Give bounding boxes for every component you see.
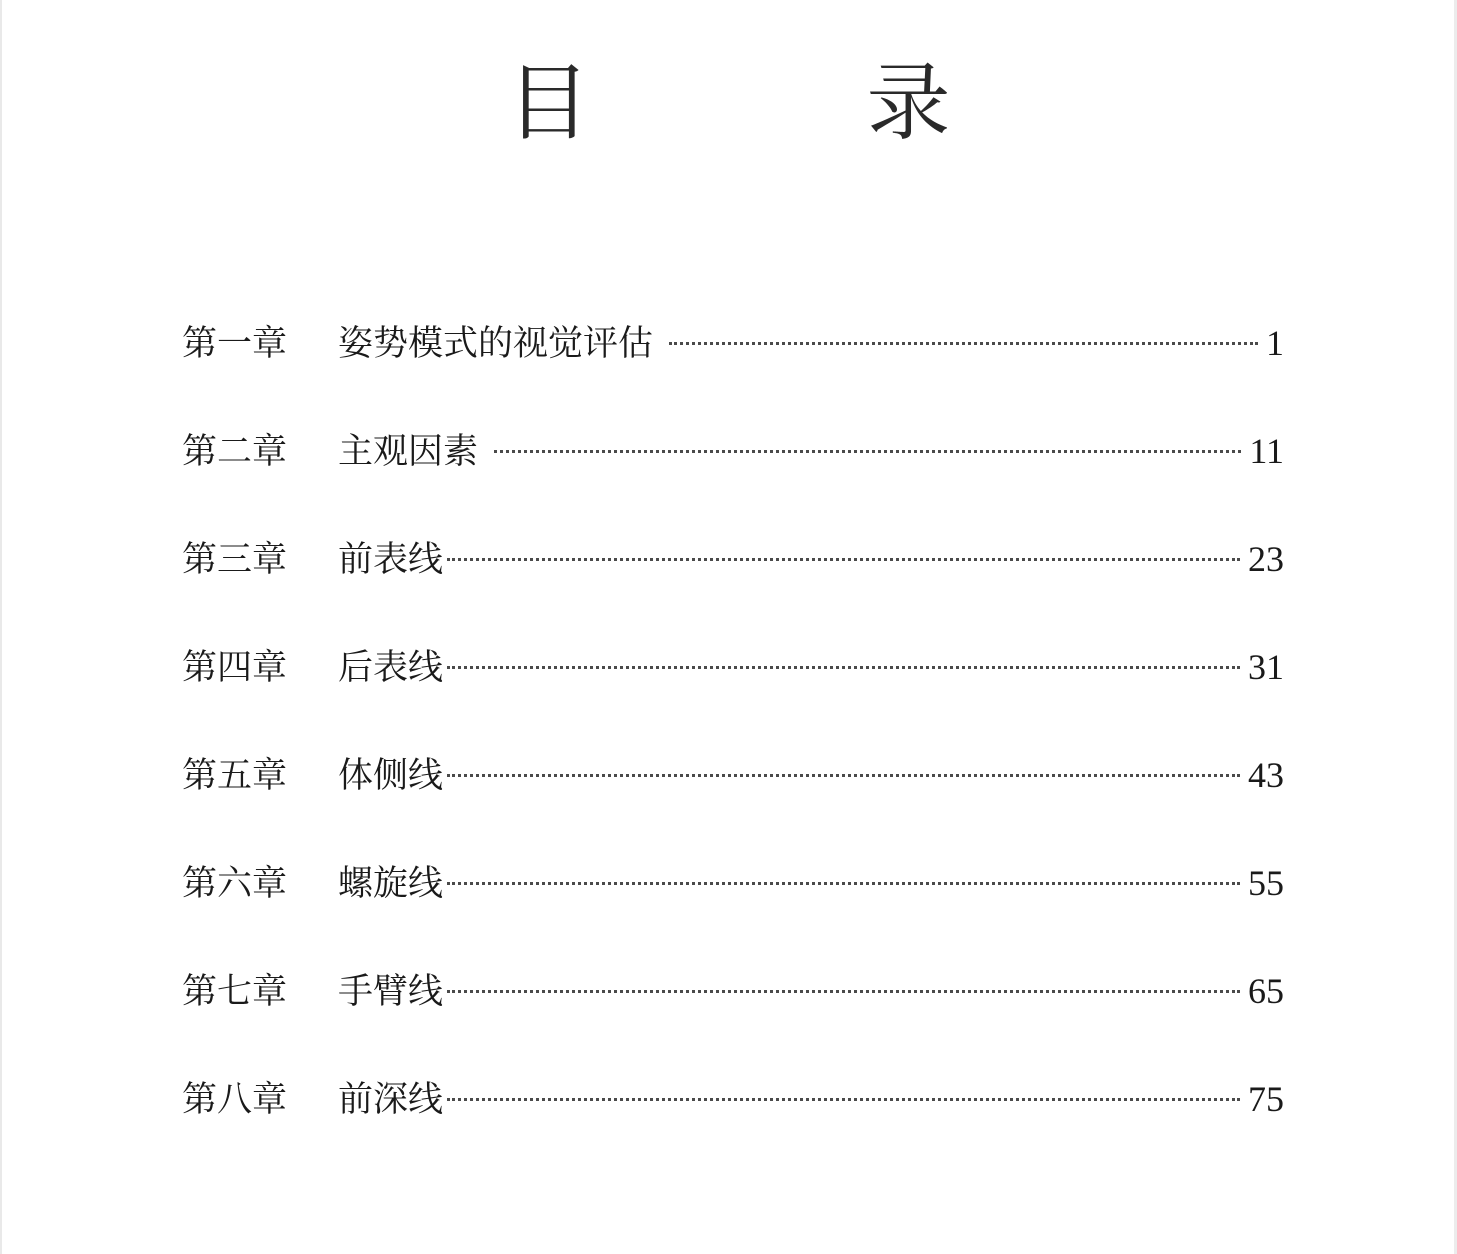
table-of-contents bbox=[182, 315, 1284, 1179]
chapter-number: 第五章 bbox=[182, 756, 288, 796]
chapter-number: 第三章 bbox=[182, 540, 288, 580]
dot-leader bbox=[447, 990, 1240, 993]
chapter-title: 姿势模式的视觉评估 bbox=[338, 324, 654, 364]
toc-entry-4[interactable] bbox=[182, 639, 1284, 747]
chapter-title: 前表线 bbox=[338, 540, 444, 580]
chapter-number: 第八章 bbox=[182, 1080, 288, 1120]
toc-entry-1[interactable] bbox=[182, 315, 1284, 423]
chapter-title: 主观因素 bbox=[338, 432, 479, 472]
page-number: 43 bbox=[1248, 755, 1284, 795]
page-number: 65 bbox=[1248, 971, 1284, 1011]
page-number: 75 bbox=[1248, 1079, 1284, 1119]
toc-entry-2[interactable] bbox=[182, 423, 1284, 531]
chapter-title: 后表线 bbox=[338, 648, 444, 688]
dot-leader bbox=[447, 666, 1240, 669]
dot-leader bbox=[447, 1098, 1240, 1101]
toc-entry-7[interactable] bbox=[182, 963, 1284, 1071]
chapter-title: 手臂线 bbox=[338, 972, 444, 1012]
page-title: 目 录 bbox=[506, 54, 1047, 152]
toc-entry-8[interactable] bbox=[182, 1071, 1284, 1179]
chapter-title: 螺旋线 bbox=[338, 864, 444, 904]
dot-leader bbox=[447, 774, 1240, 777]
dot-leader bbox=[447, 882, 1240, 885]
chapter-number: 第七章 bbox=[182, 972, 288, 1012]
toc-entry-5[interactable] bbox=[182, 747, 1284, 855]
dot-leader bbox=[494, 450, 1241, 453]
page-number: 31 bbox=[1248, 647, 1284, 687]
chapter-number: 第一章 bbox=[182, 324, 288, 364]
page-number: 1 bbox=[1266, 323, 1284, 363]
chapter-number: 第四章 bbox=[182, 648, 288, 688]
toc-entry-6[interactable] bbox=[182, 855, 1284, 963]
page-edge-left bbox=[0, 0, 2, 1254]
page-number: 11 bbox=[1249, 431, 1284, 471]
toc-entry-3[interactable] bbox=[182, 531, 1284, 639]
chapter-number: 第六章 bbox=[182, 864, 288, 904]
page-number: 55 bbox=[1248, 863, 1284, 903]
chapter-number: 第二章 bbox=[182, 432, 288, 472]
chapter-title: 体侧线 bbox=[338, 756, 444, 796]
dot-leader bbox=[447, 558, 1240, 561]
page-number: 23 bbox=[1248, 539, 1284, 579]
dot-leader bbox=[669, 342, 1258, 345]
chapter-title: 前深线 bbox=[338, 1080, 444, 1120]
